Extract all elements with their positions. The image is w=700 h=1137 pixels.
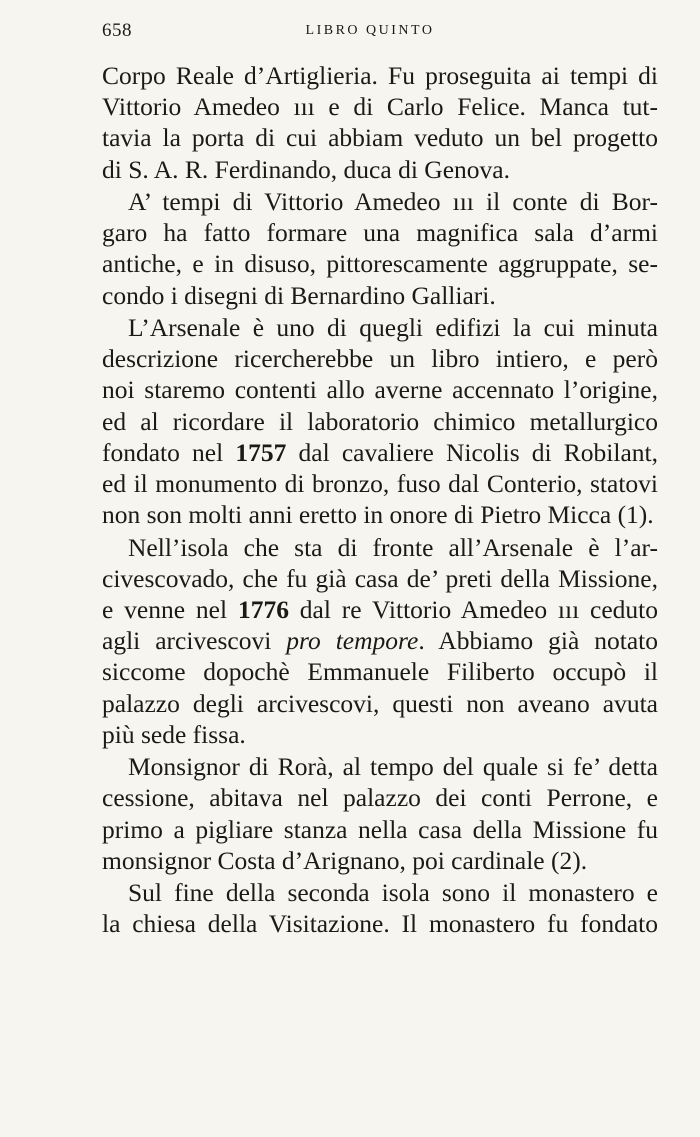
page-header [102,20,658,46]
text-line: e venne nel 1776 dal re Vittorio Amedeo ııı ceduto [102,595,659,625]
text-line: A’ tempi di Vittorio Amedeo ııı il conte di Bor- [128,187,658,216]
text-line: palazzo degli arcivescovi, questi non aveano avuta [102,688,658,718]
paragraph-4 [102,532,658,750]
text-line: ed il monumento di bronzo, fuso dal Conterio, statovi [102,469,658,499]
text-line: L’Arsenale è uno di quegli edifizi la cui minuta [128,313,658,342]
text-line: Corpo Reale d’Artiglieria. Fu proseguita ai tempi di [102,61,658,90]
text-line: di S. A. R. Ferdinando, duca di Genova. [102,154,510,184]
text-line: Monsignor di Rorà, al tempo del quale si fe’ detta [128,752,658,782]
text-line: monsignor Costa d’Arignano, poi cardinale (2). [102,845,588,875]
body-text [102,60,658,941]
text-line: ed al ricordare il laboratorio chimico metallurgico [102,406,658,436]
text-line: la chiesa della Visitazione. Il monastero fu fondato [102,909,658,939]
text-line: tavia la porta di cui abbiam veduto un bel progetto [102,123,658,153]
paragraph-2 [102,186,658,311]
text-line: primo a pigliare stanza nella casa della Missione fu [102,814,658,844]
paragraph-1 [102,60,658,185]
text-line: antiche, e in disuso, pittorescamente aggruppate, se- [102,249,658,279]
text-line: agli arcivescovi pro tempore. Abbiamo già notato [102,626,658,656]
text-line: fondato nel 1757 dal cavaliere Nicolis di Robilant, [102,437,658,467]
text-line: più sede fissa. [102,719,246,749]
italic-phrase: pro tempore [286,626,419,656]
paragraph-6 [102,877,658,939]
text-line: non son molti anni eretto in onore di Pietro Micca (1). [102,500,654,530]
text-line: descrizione ricercherebbe un libro intiero, e però [102,344,658,374]
running-head: LIBRO QUINTO [305,23,435,38]
text-line: condo i disegni di Bernardino Galliari. [102,280,496,310]
text-line: cessione, abitava nel palazzo dei conti Perrone, e [102,783,658,813]
text-line: siccome dopochè Emmanuele Filiberto occupò il [102,657,658,687]
paragraph-5 [102,751,658,876]
bold-year: 1757 [235,437,287,467]
text-line: Sul fine della seconda isola sono il monastero e [128,878,658,908]
text-line: civescovado, che fu già casa de’ preti della Missione, [102,563,658,593]
text-line: noi staremo contenti allo averne accennato l’origine, [102,375,658,405]
paragraph-3 [102,312,658,530]
text-line: Vittorio Amedeo ııı e di Carlo Felice. Manca tut- [102,92,658,122]
bold-year: 1776 [237,595,289,625]
page-number: 658 [102,20,132,41]
text-line: garo ha fatto formare una magnifica sala d’armi [102,218,658,248]
text-line: Nell’isola che sta di fronte all’Arsenale è l’ar- [128,532,658,562]
